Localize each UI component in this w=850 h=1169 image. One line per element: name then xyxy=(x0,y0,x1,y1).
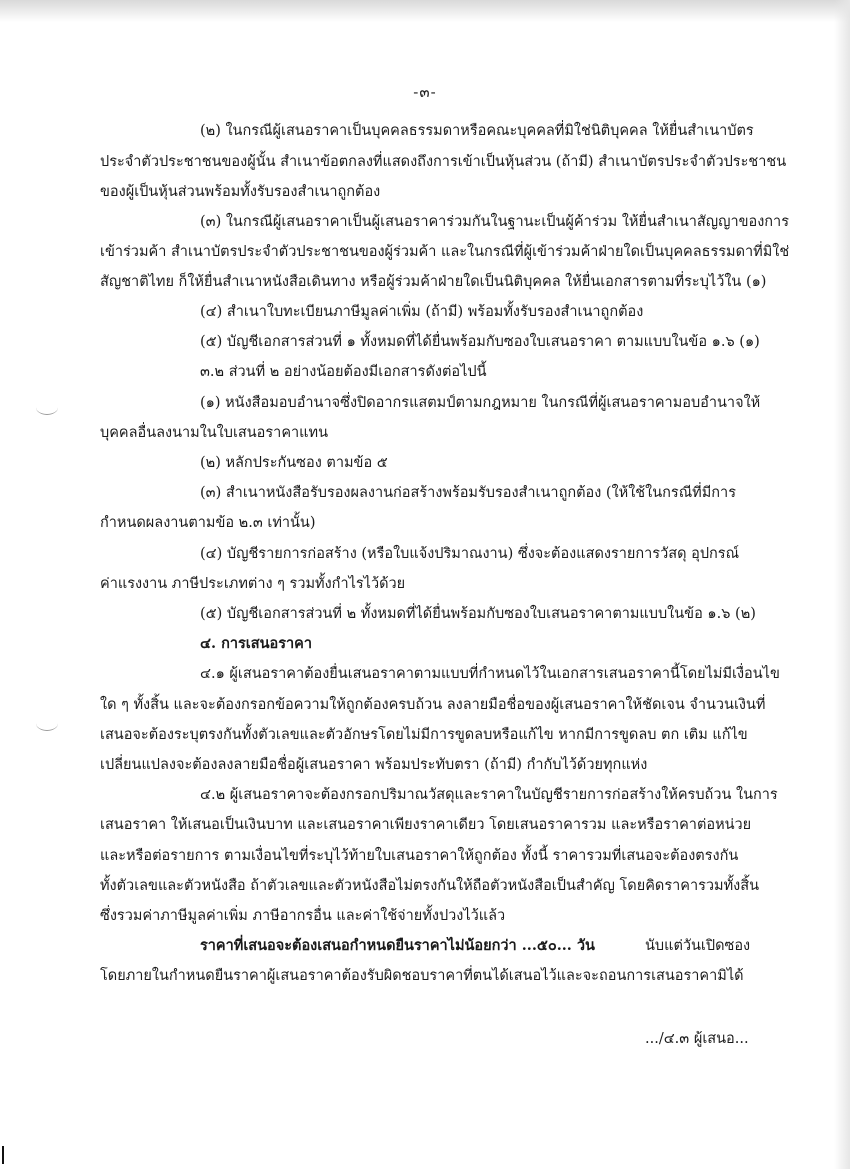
paragraph-line: เสนอจะต้องระบุตรงกันทั้งตัวเลขและตัวอักษรโดยไม่มีการขูดลบหรือแก้ไข หากมีการขูดลบ ตก เติม แก้ไข xyxy=(100,727,748,743)
section-subheading: ๓.๒ ส่วนที่ ๒ อย่างน้อยต้องมีเอกสารดังต่อไปนี้ xyxy=(200,364,487,380)
paragraph-line: ๔.๒ ผู้เสนอราคาจะต้องกรอกปริมาณวัสดุและราคาในบัญชีรายการก่อสร้างให้ครบถ้วน ในการ xyxy=(200,787,778,803)
paragraph-line: สัญชาติไทย ก็ให้ยื่นสำเนาหนังสือเดินทาง หรือผู้ร่วมค้าฝ่ายใดเป็นนิติบุคคล ให้ยื่นเอกสารตามที่ระบุไว้ใน (๑) xyxy=(100,274,767,290)
paragraph-line: (๕) บัญชีเอกสารส่วนที่ ๑ ทั้งหมดที่ได้ยื่นพร้อมกับซองใบเสนอราคา ตามแบบในข้อ ๑.๖ (๑) xyxy=(200,334,760,350)
punch-hole-mark xyxy=(36,400,58,415)
paragraph-line: (๓) ในกรณีผู้เสนอราคาเป็นผู้เสนอราคาร่วมกันในฐานะเป็นผู้ค้าร่วม ให้ยื่นสำเนาสัญญาของการ xyxy=(200,214,789,230)
section-heading: ๔. การเสนอราคา xyxy=(200,635,312,652)
scan-shadow-right xyxy=(834,0,850,1169)
paragraph-line: ใด ๆ ทั้งสิ้น และจะต้องกรอกข้อความให้ถูกต้องครบถ้วน ลงลายมือชื่อของผู้เสนอราคาให้ชัดเจน จำนวนเงินที่ xyxy=(100,697,766,713)
paragraph-line: และหรือต่อรายการ ตามเงื่อนไขที่ระบุไว้ท้ายใบเสนอราคาให้ถูกต้อง ทั้งนี้ ราคารวมที่เสนอจะต้องตรงกัน xyxy=(100,848,739,864)
paragraph-line: บุคคลอื่นลงนามในใบเสนอราคาแทน xyxy=(100,425,328,441)
punch-hole-mark xyxy=(36,716,58,731)
paragraph-line: เสนอราคา ให้เสนอเป็นเงินบาท และเสนอราคาเพียงราคาเดียว โดยเสนอราคารวม และหรือราคาต่อหน่วย xyxy=(100,817,752,833)
paragraph-line: โดยภายในกำหนดยืนราคาผู้เสนอราคาต้องรับผิดชอบราคาที่ตนได้เสนอไว้และจะถอนการเสนอราคามิได้ xyxy=(100,968,744,984)
paragraph-line: (๓) สำเนาหนังสือรับรองผลงานก่อสร้างพร้อมรับรองสำเนาถูกต้อง (ให้ใช้ในกรณีที่มีการ xyxy=(200,485,736,501)
paragraph-line: เข้าร่วมค้า สำเนาบัตรประจำตัวประชาชนของผู้ร่วมค้า และในกรณีที่ผู้เข้าร่วมค้าฝ่ายใดเป็นบุคคลธรรมดาที่มิใช่ xyxy=(100,244,790,260)
paragraph-line: ประจำตัวประชาชนของผู้นั้น สำเนาข้อตกลงที่แสดงถึงการเข้าเป็นหุ้นส่วน (ถ้ามี) สำเนาบัตรประจำตัวประชาชน xyxy=(100,154,787,170)
page-number: -๓- xyxy=(413,83,437,101)
paragraph-line: เปลี่ยนแปลงจะต้องลงลายมือชื่อผู้เสนอราคา พร้อมประทับตรา (ถ้ามี) กำกับไว้ด้วยทุกแห่ง xyxy=(100,757,648,773)
scan-edge-mark xyxy=(2,1146,4,1164)
paragraph-line: (๔) บัญชีรายการก่อสร้าง (หรือใบแจ้งปริมาณงาน) ซึ่งจะต้องแสดงรายการวัสดุ อุปกรณ์ xyxy=(200,546,740,562)
paragraph-line: กำหนดผลงานตามข้อ ๒.๓ เท่านั้น) xyxy=(100,515,316,531)
paragraph-line: ค่าแรงงาน ภาษีประเภทต่าง ๆ รวมทั้งกำไรไว้ด้วย xyxy=(100,576,406,592)
paragraph-line: (๒) ในกรณีผู้เสนอราคาเป็นบุคคลธรรมดาหรือคณะบุคคลที่มิใช่นิติบุคคล ให้ยื่นสำเนาบัตร xyxy=(200,123,754,139)
paragraph-line: ทั้งตัวเลขและตัวหนังสือ ถ้าตัวเลขและตัวหนังสือไม่ตรงกันให้ถือตัวหนังสือเป็นสำคัญ โดยคิดราคารวมทั้งสิ้น xyxy=(100,878,759,894)
continuation-reference: .../๔.๓ ผู้เสนอ... xyxy=(645,1031,749,1047)
paragraph-line: ของผู้เป็นหุ้นส่วนพร้อมทั้งรับรองสำเนาถูกต้อง xyxy=(100,184,381,200)
paragraph-line: (๔) สำเนาใบทะเบียนภาษีมูลค่าเพิ่ม (ถ้ามี) พร้อมทั้งรับรองสำเนาถูกต้อง xyxy=(200,304,644,320)
price-validity-statement: ราคาที่เสนอจะต้องเสนอกำหนดยืนราคาไม่น้อยกว่า ...๕๐... วัน xyxy=(200,937,595,954)
paragraph-line: ๔.๑ ผู้เสนอราคาต้องยื่นเสนอราคาตามแบบที่กำหนดไว้ในเอกสารเสนอราคานี้โดยไม่มีเงื่อนไข xyxy=(200,666,780,682)
paragraph-line: ซึ่งรวมค่าภาษีมูลค่าเพิ่ม ภาษีอากรอื่น และค่าใช้จ่ายทั้งปวงไว้แล้ว xyxy=(100,908,506,924)
paragraph-line: (๒) หลักประกันซอง ตามข้อ ๕ xyxy=(200,455,388,471)
scan-shadow-top xyxy=(0,0,850,22)
paragraph-line: (๑) หนังสือมอบอำนาจซึ่งปิดอากรแสตมป์ตามกฎหมาย ในกรณีที่ผู้เสนอราคามอบอำนาจให้ xyxy=(200,395,761,411)
paragraph-line: นับแต่วันเปิดซอง xyxy=(645,938,751,954)
paragraph-line: (๕) บัญชีเอกสารส่วนที่ ๒ ทั้งหมดที่ได้ยื่นพร้อมกับซองใบเสนอราคาตามแบบในข้อ ๑.๖ (๒) xyxy=(200,606,756,622)
